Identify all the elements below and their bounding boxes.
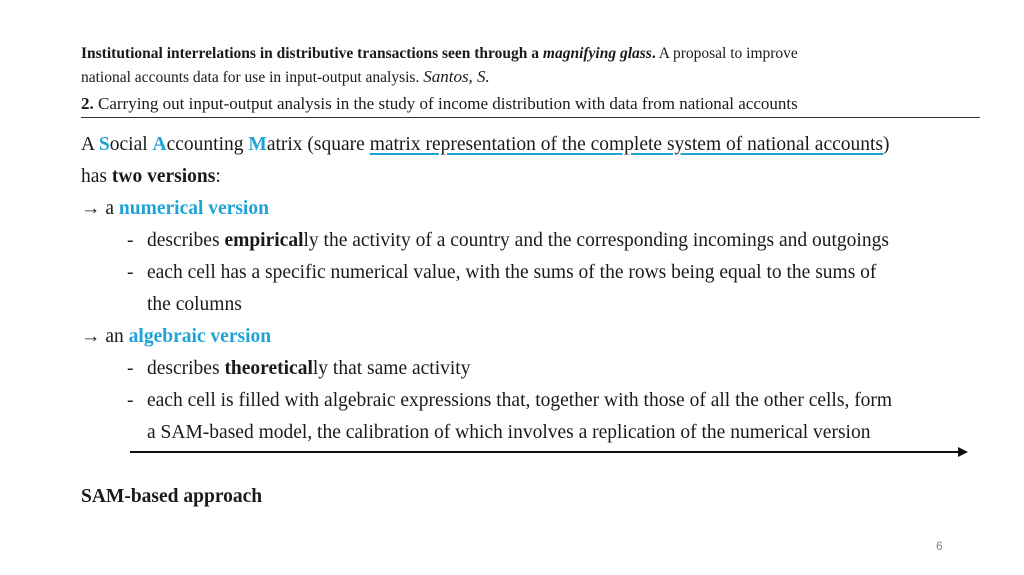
section-number: 2. [81,94,94,113]
section-heading [81,91,981,117]
section-title: Carrying out input-output analysis in the study of income distribution with data from national accounts [93,94,798,113]
numerical-bullet-2-line-1: each cell has a specific numerical value, with the sums of the rows being equal to the sums of [147,262,877,283]
page-number: 6 [936,539,943,553]
subtitle-line [81,66,981,89]
acronym-s: S [98,134,110,155]
slide-body [81,129,981,449]
numerical-version-label: numerical version [118,198,269,219]
numerical-bullet-1-bold: empirical [224,230,304,251]
numerical-bullet-2 [81,257,981,289]
numerical-version-item [81,193,981,225]
algebraic-bullet-2-cont [81,417,981,449]
numerical-bullet-1-post: ly the activity of a country and the corresponding incomings and outgoings [303,230,889,251]
paper-title [81,42,981,66]
intro-a: A [81,134,99,155]
algebraic-bullet-1-post: ly that same activity [312,358,471,379]
arrow-icon: → [81,198,101,219]
title-bold-italic: magnifying glass [542,45,652,62]
title-bold-start: Institutional interrelations in distributive transactions seen through a [81,45,543,62]
intro-ocial: ocial [109,134,153,155]
algebraic-version-item [81,321,981,353]
bullet-dash-icon: - [127,230,134,251]
algebraic-version-label: algebraic version [128,326,272,347]
intro-ccounting: ccounting [166,134,249,155]
algebraic-bullet-1-pre: describes [147,358,225,379]
acronym-a: A [152,134,167,155]
intro-atrix: atrix (square [266,134,370,155]
algebraic-bullet-2-line-1: each cell is filled with algebraic expressions that, together with those of all the other cells, form [147,390,893,411]
header-divider [81,117,980,118]
numerical-bullet-2-cont [81,289,981,321]
sam-based-approach-heading: SAM-based approach [81,486,263,507]
intro-close: ) [883,134,890,155]
two-versions-colon: : [215,166,221,187]
has-prefix: has [81,166,112,187]
numerical-bullet-1 [81,225,981,257]
slide-header [81,42,981,117]
bullet-dash-icon: - [127,358,134,379]
numerical-bullet-2-line-2: the columns [147,294,242,315]
acronym-m: M [248,134,267,155]
algebraic-bullet-2-line-2: a SAM-based model, the calibration of which involves a replication of the numerical version [147,422,871,443]
bullet-dash-icon: - [127,262,134,283]
author: Santos, S. [423,67,490,86]
algebraic-bullet-2 [81,385,981,417]
arrow-icon: → [81,326,101,347]
two-versions-label: two versions [111,166,216,187]
bullet-dash-icon: - [127,390,134,411]
algebraic-prefix: an [100,326,129,347]
intro-line [81,129,981,161]
algebraic-bullet-1 [81,353,981,385]
numerical-prefix: a [100,198,119,219]
algebraic-bullet-1-bold: theoretical [224,358,313,379]
numerical-bullet-1-pre: describes [147,230,225,251]
matrix-definition-link[interactable]: matrix representation of the complete system of national accounts [369,134,884,155]
title-bold-end: . [651,45,656,62]
long-arrow-line [130,451,960,453]
subtitle-part-a: A proposal to improve [655,45,798,62]
two-versions-line [81,161,981,193]
subtitle-part-b: national accounts data for use in input-output analysis. [81,69,424,86]
arrow-head-icon [958,447,968,457]
